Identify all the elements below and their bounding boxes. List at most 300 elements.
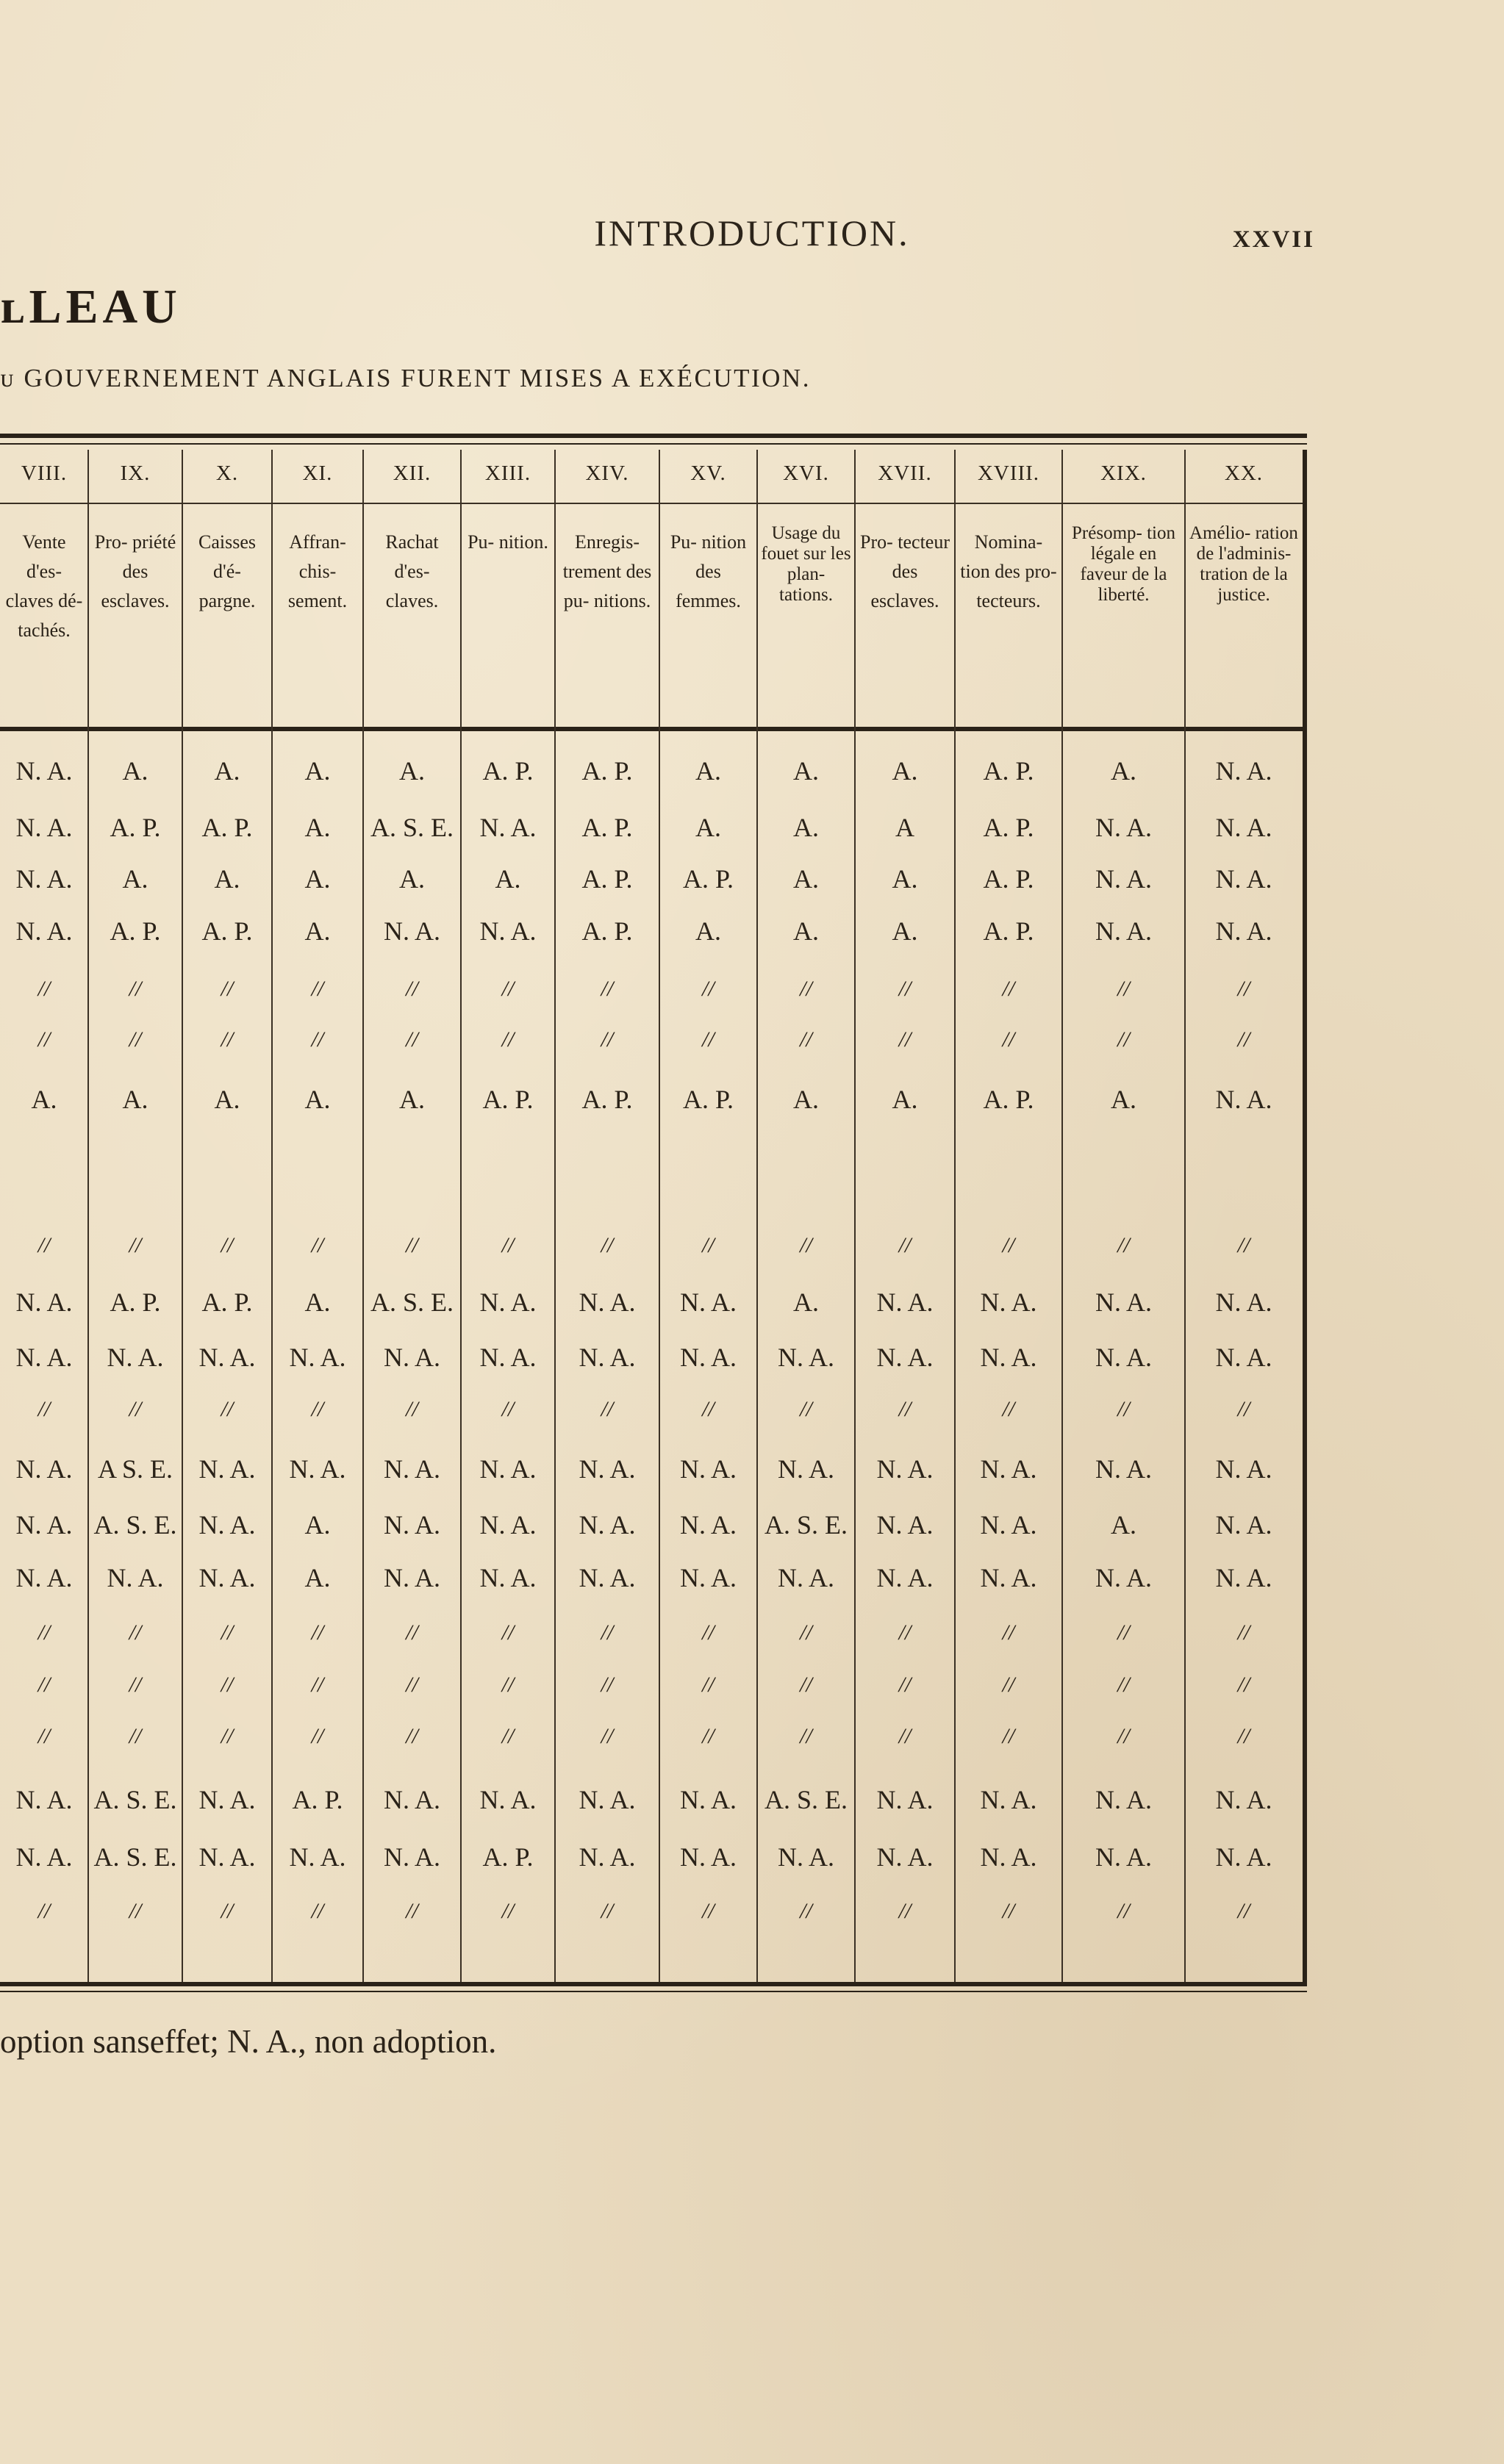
column-number: X. [215,461,239,485]
table-cell: N. A. [1095,1343,1152,1372]
table-cell: // [1002,1899,1015,1923]
table-cell: N. A. [679,1563,737,1592]
column-header: Nomina- tion des pro- tecteurs. [960,531,1057,611]
table-cell: A. [122,756,148,786]
table-cell: A. P. [983,916,1034,946]
table-cell: A. P. [581,756,633,786]
table-cell: // [311,1724,324,1748]
table-cell: // [601,977,614,1001]
table-cell: N. A. [383,916,440,946]
table-cell: // [221,977,234,1001]
table-cell: // [800,1397,812,1421]
table-cell: // [1117,1899,1130,1923]
table-cell: // [800,1724,812,1748]
table-cell: N. A. [1095,1454,1152,1484]
table-cell: A. S. E. [370,813,454,842]
table-cell: N. A. [198,1842,256,1872]
table-cell: N. A. [980,1510,1037,1540]
column-number: XI. [302,461,333,485]
table-cell: A. [793,813,819,842]
table-cell: N. A. [289,1343,346,1372]
table-cell: // [601,1899,614,1923]
table-cell: N. A. [1215,1287,1272,1317]
table-cell: N. A. [15,916,73,946]
column-divider [554,450,556,1982]
table-cell: N. A. [383,1343,440,1372]
table-cell: N. A. [876,1563,934,1592]
column-divider [87,450,89,1982]
table-cell: A. [892,756,918,786]
table-cell: A. P. [482,1085,534,1114]
table-cell: N. A. [198,1343,256,1372]
table-cell: // [702,1673,715,1697]
table-cell: N. A. [1215,1842,1272,1872]
table-cell: N. A. [876,1842,934,1872]
column-divider [1184,450,1186,1982]
table-cell: N. A. [479,1563,537,1592]
table-cell: A. P. [110,813,161,842]
table-cell: N. A. [15,864,73,894]
table-cell: // [1237,1397,1250,1421]
column-header: Pu- nition des femmes. [670,531,747,611]
table-cell: N. A. [579,1785,636,1814]
table-cell: N. A. [479,1454,537,1484]
table-cell: N. A. [876,1287,934,1317]
table-cell: // [702,1397,715,1421]
column-header: Présomp- tion légale en faveur de la liberté. [1072,523,1175,605]
table-cell: N. A. [679,1343,737,1372]
table-cell: // [311,1397,324,1421]
table-cell: // [702,1724,715,1748]
table-cell: // [221,1027,234,1052]
column-header: Enregis- trement des pu- nitions. [562,531,652,611]
table-cell: // [1237,1233,1250,1257]
table-cell: N. A. [383,1510,440,1540]
table-cell: A. [892,1085,918,1114]
table-cell: // [601,1620,614,1645]
table-cell: // [800,1027,812,1052]
table-cell: // [601,1397,614,1421]
table-cell: N. A. [1095,916,1152,946]
table-cell: // [800,1899,812,1923]
table-cell: // [898,1027,912,1052]
column-number: XIX. [1100,461,1147,485]
footnote: option sanseffet; N. A., non adoption. [0,2023,497,2060]
table-cell: A. [793,864,819,894]
table-cell: N. A. [383,1842,440,1872]
table-bottom-rule-thin [0,1991,1307,1992]
table-cell: // [37,1724,51,1748]
column-header: Pro- priété des esclaves. [94,531,176,611]
table-cell: A. P. [581,916,633,946]
table-bottom-rule [0,1982,1307,1986]
column-number: IX. [120,461,151,485]
table-cell: // [406,1397,418,1421]
column-number: XVI. [783,461,829,485]
table-cell: // [898,1724,912,1748]
table-cell: A. [304,864,331,894]
table-cell: N. A. [1095,1842,1152,1872]
table-cell: A. [122,1085,148,1114]
table-cell: // [898,1899,912,1923]
table-cell: N. A. [198,1785,256,1814]
table-cell: // [1117,1724,1130,1748]
table-cell: // [221,1233,234,1257]
table-top-rule-thin [0,443,1307,445]
table-cell: A. [304,1510,331,1540]
table-cell: N. A. [777,1343,834,1372]
table-cell: A. S. E. [370,1287,454,1317]
table-cell: A. [695,813,721,842]
table-cell: N. A. [107,1343,164,1372]
table-cell: A. [304,1563,331,1592]
table-cell: A. [1111,1085,1136,1114]
column-divider [271,450,273,1982]
table-cell: N. A. [479,1785,537,1814]
table-cell: A. P. [292,1785,343,1814]
table-cell: // [221,1397,234,1421]
table-cell: A. [1111,1510,1136,1540]
table-cell: A. [304,813,331,842]
column-number: VIII. [21,461,68,485]
table-cell: A. [304,756,331,786]
table-cell: A. S. E. [764,1785,848,1814]
table-cell: // [501,1724,515,1748]
table-cell: N. A. [980,1842,1037,1872]
table-cell: A. P. [110,1287,161,1317]
table-cell: N. A. [579,1563,636,1592]
table-cell: A. P. [201,1287,253,1317]
table-cell: N. A. [1215,1343,1272,1372]
column-number: XVIII. [977,461,1040,485]
table-cell: A. P. [983,1085,1034,1114]
table-cell: // [1002,1620,1015,1645]
table-cell: A. [892,864,918,894]
table-cell: // [37,1620,51,1645]
table-cell: A. P. [581,813,633,842]
table-cell: A. P. [983,864,1034,894]
column-header: Vente d'es- claves dé- tachés. [5,531,83,641]
table-cell: N. A. [579,1842,636,1872]
column-header: Pro- tecteur des esclaves. [859,531,950,611]
table-cell: N. A. [289,1842,346,1872]
table-cell: // [1117,1233,1130,1257]
table-cell: A. [214,864,240,894]
table-cell: A. [1111,756,1136,786]
column-number: XV. [690,461,726,485]
table-cell: N. A. [1095,1563,1152,1592]
table-cell: N. A. [679,1785,737,1814]
header-number-rule [0,503,1303,504]
table-cell: A. P. [201,916,253,946]
table-cell: N. A. [15,813,73,842]
table-cell: N. A. [289,1454,346,1484]
table-cell: N. A. [15,1563,73,1592]
column-header: Affran- chis- sement. [287,531,348,611]
table-cell: A. [214,1085,240,1114]
table-cell: A. P. [983,813,1034,842]
table-cell: N. A. [1215,756,1272,786]
table-cell: N. A. [198,1563,256,1592]
table-cell: N. A. [383,1785,440,1814]
table-cell: // [406,1620,418,1645]
table-cell: N. A. [876,1785,934,1814]
table-cell: // [129,1724,142,1748]
table-cell: // [800,1233,812,1257]
table-cell: // [601,1233,614,1257]
table-cell: // [501,1397,515,1421]
column-number: XX. [1224,461,1264,485]
table-cell: N. A. [15,1287,73,1317]
table-cell: N. A. [1215,916,1272,946]
table-cell: A. [793,1287,819,1317]
table-cell: // [1117,1620,1130,1645]
table-cell: N. A. [1215,1454,1272,1484]
table-cell: N. A. [777,1563,834,1592]
table-cell: // [1002,977,1015,1001]
column-header: Caisses d'é- pargne. [198,531,256,611]
table-cell: A. [304,1085,331,1114]
data-table [0,450,1307,1982]
table-top-rule [0,434,1307,438]
table-cell: A [895,813,914,842]
column-divider [854,450,856,1982]
table-cell: // [37,1027,51,1052]
table-cell: N. A. [679,1454,737,1484]
table-cell: // [129,1899,142,1923]
table-cell: N. A. [980,1563,1037,1592]
table-cell: N. A. [479,1343,537,1372]
table-cell: // [129,1397,142,1421]
table-cell: // [37,1673,51,1697]
table-cell: A. [399,864,425,894]
table-cell: N. A. [876,1343,934,1372]
table-cell: A. S. E. [93,1842,177,1872]
table-cell: // [1002,1673,1015,1697]
table-cell: // [311,1233,324,1257]
table-cell: // [501,1233,515,1257]
table-cell: N. A. [198,1454,256,1484]
running-head: INTRODUCTION. [594,212,910,254]
table-cell: N. A. [579,1510,636,1540]
column-number: XVII. [878,461,932,485]
table-cell: N. A. [679,1510,737,1540]
table-cell: N. A. [1215,1785,1272,1814]
table-cell: A. [122,864,148,894]
table-cell: N. A. [1215,864,1272,894]
table-cell: // [129,1233,142,1257]
table-cell: N. A. [15,1343,73,1372]
table-cell: N. A. [15,1510,73,1540]
table-cell: N. A. [980,1454,1037,1484]
table-cell: // [1002,1724,1015,1748]
table-cell: // [1002,1233,1015,1257]
column-divider [460,450,462,1982]
table-cell: A. [695,916,721,946]
table-cell: N. A. [679,1287,737,1317]
table-cell: N. A. [198,1510,256,1540]
table-cell: N. A. [1095,813,1152,842]
table-cell: A. [495,864,521,894]
column-header: Usage du fouet sur les plan- tations. [761,523,851,605]
table-cell: A. [214,756,240,786]
table-cell: // [311,977,324,1001]
table-cell: // [37,1233,51,1257]
table-cell: // [501,1899,515,1923]
table-cell: A S. E. [97,1454,173,1484]
table-cell: // [129,1620,142,1645]
table-cell: N. A. [15,1454,73,1484]
table-cell: A. S. E. [764,1510,848,1540]
table-cell: A. P. [581,1085,633,1114]
column-header: Rachat d'es- claves. [385,531,439,611]
table-cell: N. A. [1215,1563,1272,1592]
table-cell: A. [31,1085,57,1114]
table-cell: N. A. [980,1287,1037,1317]
table-cell: // [898,1233,912,1257]
table-cell: // [702,1027,715,1052]
table-subtitle: ᴜ GOUVERNEMENT ANGLAIS FURENT MISES A EXÉCUTION. [0,364,811,392]
table-cell: // [1237,1724,1250,1748]
table-cell: N. A. [383,1563,440,1592]
page-number: XXVII [1232,226,1315,253]
table-cell: A. [793,1085,819,1114]
table-cell: // [702,977,715,1001]
table-cell: // [601,1673,614,1697]
table-cell: // [1002,1027,1015,1052]
table-cell: // [501,977,515,1001]
table-cell: N. A. [15,1842,73,1872]
table-cell: // [1117,1027,1130,1052]
table-cell: N. A. [579,1454,636,1484]
column-divider [1061,450,1063,1982]
table-cell: A. [793,916,819,946]
column-divider [954,450,956,1982]
table-cell: N. A. [579,1343,636,1372]
table-cell: A. P. [983,756,1034,786]
table-cell: N. A. [876,1510,934,1540]
table-cell: N. A. [980,1785,1037,1814]
table-cell: N. A. [479,813,537,842]
table-cell: // [702,1233,715,1257]
table-cell: // [129,1027,142,1052]
table-cell: A. P. [201,813,253,842]
table-cell: N. A. [777,1842,834,1872]
table-cell: A. P. [482,756,534,786]
table-cell: // [601,1027,614,1052]
table-cell: N. A. [1215,1085,1272,1114]
table-cell: A. [793,756,819,786]
table-cell: // [311,1620,324,1645]
table-cell: // [406,1724,418,1748]
table-cell: // [898,1620,912,1645]
table-cell: A. [304,1287,331,1317]
table-cell: A. P. [682,1085,734,1114]
table-cell: // [1117,1397,1130,1421]
column-header: Pu- nition. [468,531,548,553]
table-cell: // [601,1724,614,1748]
table-cell: // [1237,977,1250,1001]
table-cell: A. [399,756,425,786]
table-cell: // [406,1233,418,1257]
table-cell: // [406,977,418,1001]
table-cell: // [311,1899,324,1923]
table-title: ʟLEAU [0,280,182,334]
table-cell: // [800,1620,812,1645]
table-cell: // [37,1397,51,1421]
table-cell: A. [304,916,331,946]
table-cell: N. A. [1095,1287,1152,1317]
table-cell: N. A. [1215,1510,1272,1540]
table-cell: // [1237,1673,1250,1697]
table-cell: N. A. [479,1287,537,1317]
table-cell: N. A. [479,1510,537,1540]
table-cell: N. A. [579,1287,636,1317]
column-number: XII. [393,461,431,485]
table-cell: A. P. [682,864,734,894]
table-cell: // [406,1027,418,1052]
table-cell: N. A. [479,916,537,946]
table-cell: // [501,1027,515,1052]
table-cell: // [221,1673,234,1697]
table-cell: // [1237,1620,1250,1645]
table-cell: // [221,1620,234,1645]
table-cell: A. P. [110,916,161,946]
table-cell: N. A. [107,1563,164,1592]
table-cell: // [1237,1027,1250,1052]
table-cell: // [702,1620,715,1645]
table-cell: // [129,1673,142,1697]
table-cell: // [800,977,812,1001]
column-divider [182,450,183,1982]
table-cell: // [221,1899,234,1923]
column-divider [362,450,364,1982]
table-cell: N. A. [15,756,73,786]
table-cell: // [37,1899,51,1923]
table-cell: N. A. [383,1454,440,1484]
header-bottom-rule [0,727,1303,731]
column-number: XIII. [484,461,531,485]
table-cell: A. P. [482,1842,534,1872]
table-cell: N. A. [1095,864,1152,894]
table-cell: A. [695,756,721,786]
column-divider [659,450,660,1982]
table-cell: A. S. E. [93,1510,177,1540]
table-cell: N. A. [1215,813,1272,842]
table-cell: // [129,977,142,1001]
table-cell: // [898,977,912,1001]
table-cell: // [311,1027,324,1052]
table-cell: A. [892,916,918,946]
table-cell: A. P. [581,864,633,894]
table-cell: N. A. [777,1454,834,1484]
table-cell: // [1002,1397,1015,1421]
table-cell: // [406,1899,418,1923]
table-cell: N. A. [679,1842,737,1872]
table-cell: N. A. [876,1454,934,1484]
table-cell: N. A. [1095,1785,1152,1814]
column-header: Amélio- ration de l'adminis- tration de la justice. [1189,523,1298,605]
table-cell: // [501,1673,515,1697]
table-cell: A. S. E. [93,1785,177,1814]
column-divider [756,450,758,1982]
table-cell: N. A. [15,1785,73,1814]
table-cell: // [898,1397,912,1421]
table-cell: // [221,1724,234,1748]
table-cell: // [37,977,51,1001]
table-cell: // [1237,1899,1250,1923]
table-cell: // [898,1673,912,1697]
